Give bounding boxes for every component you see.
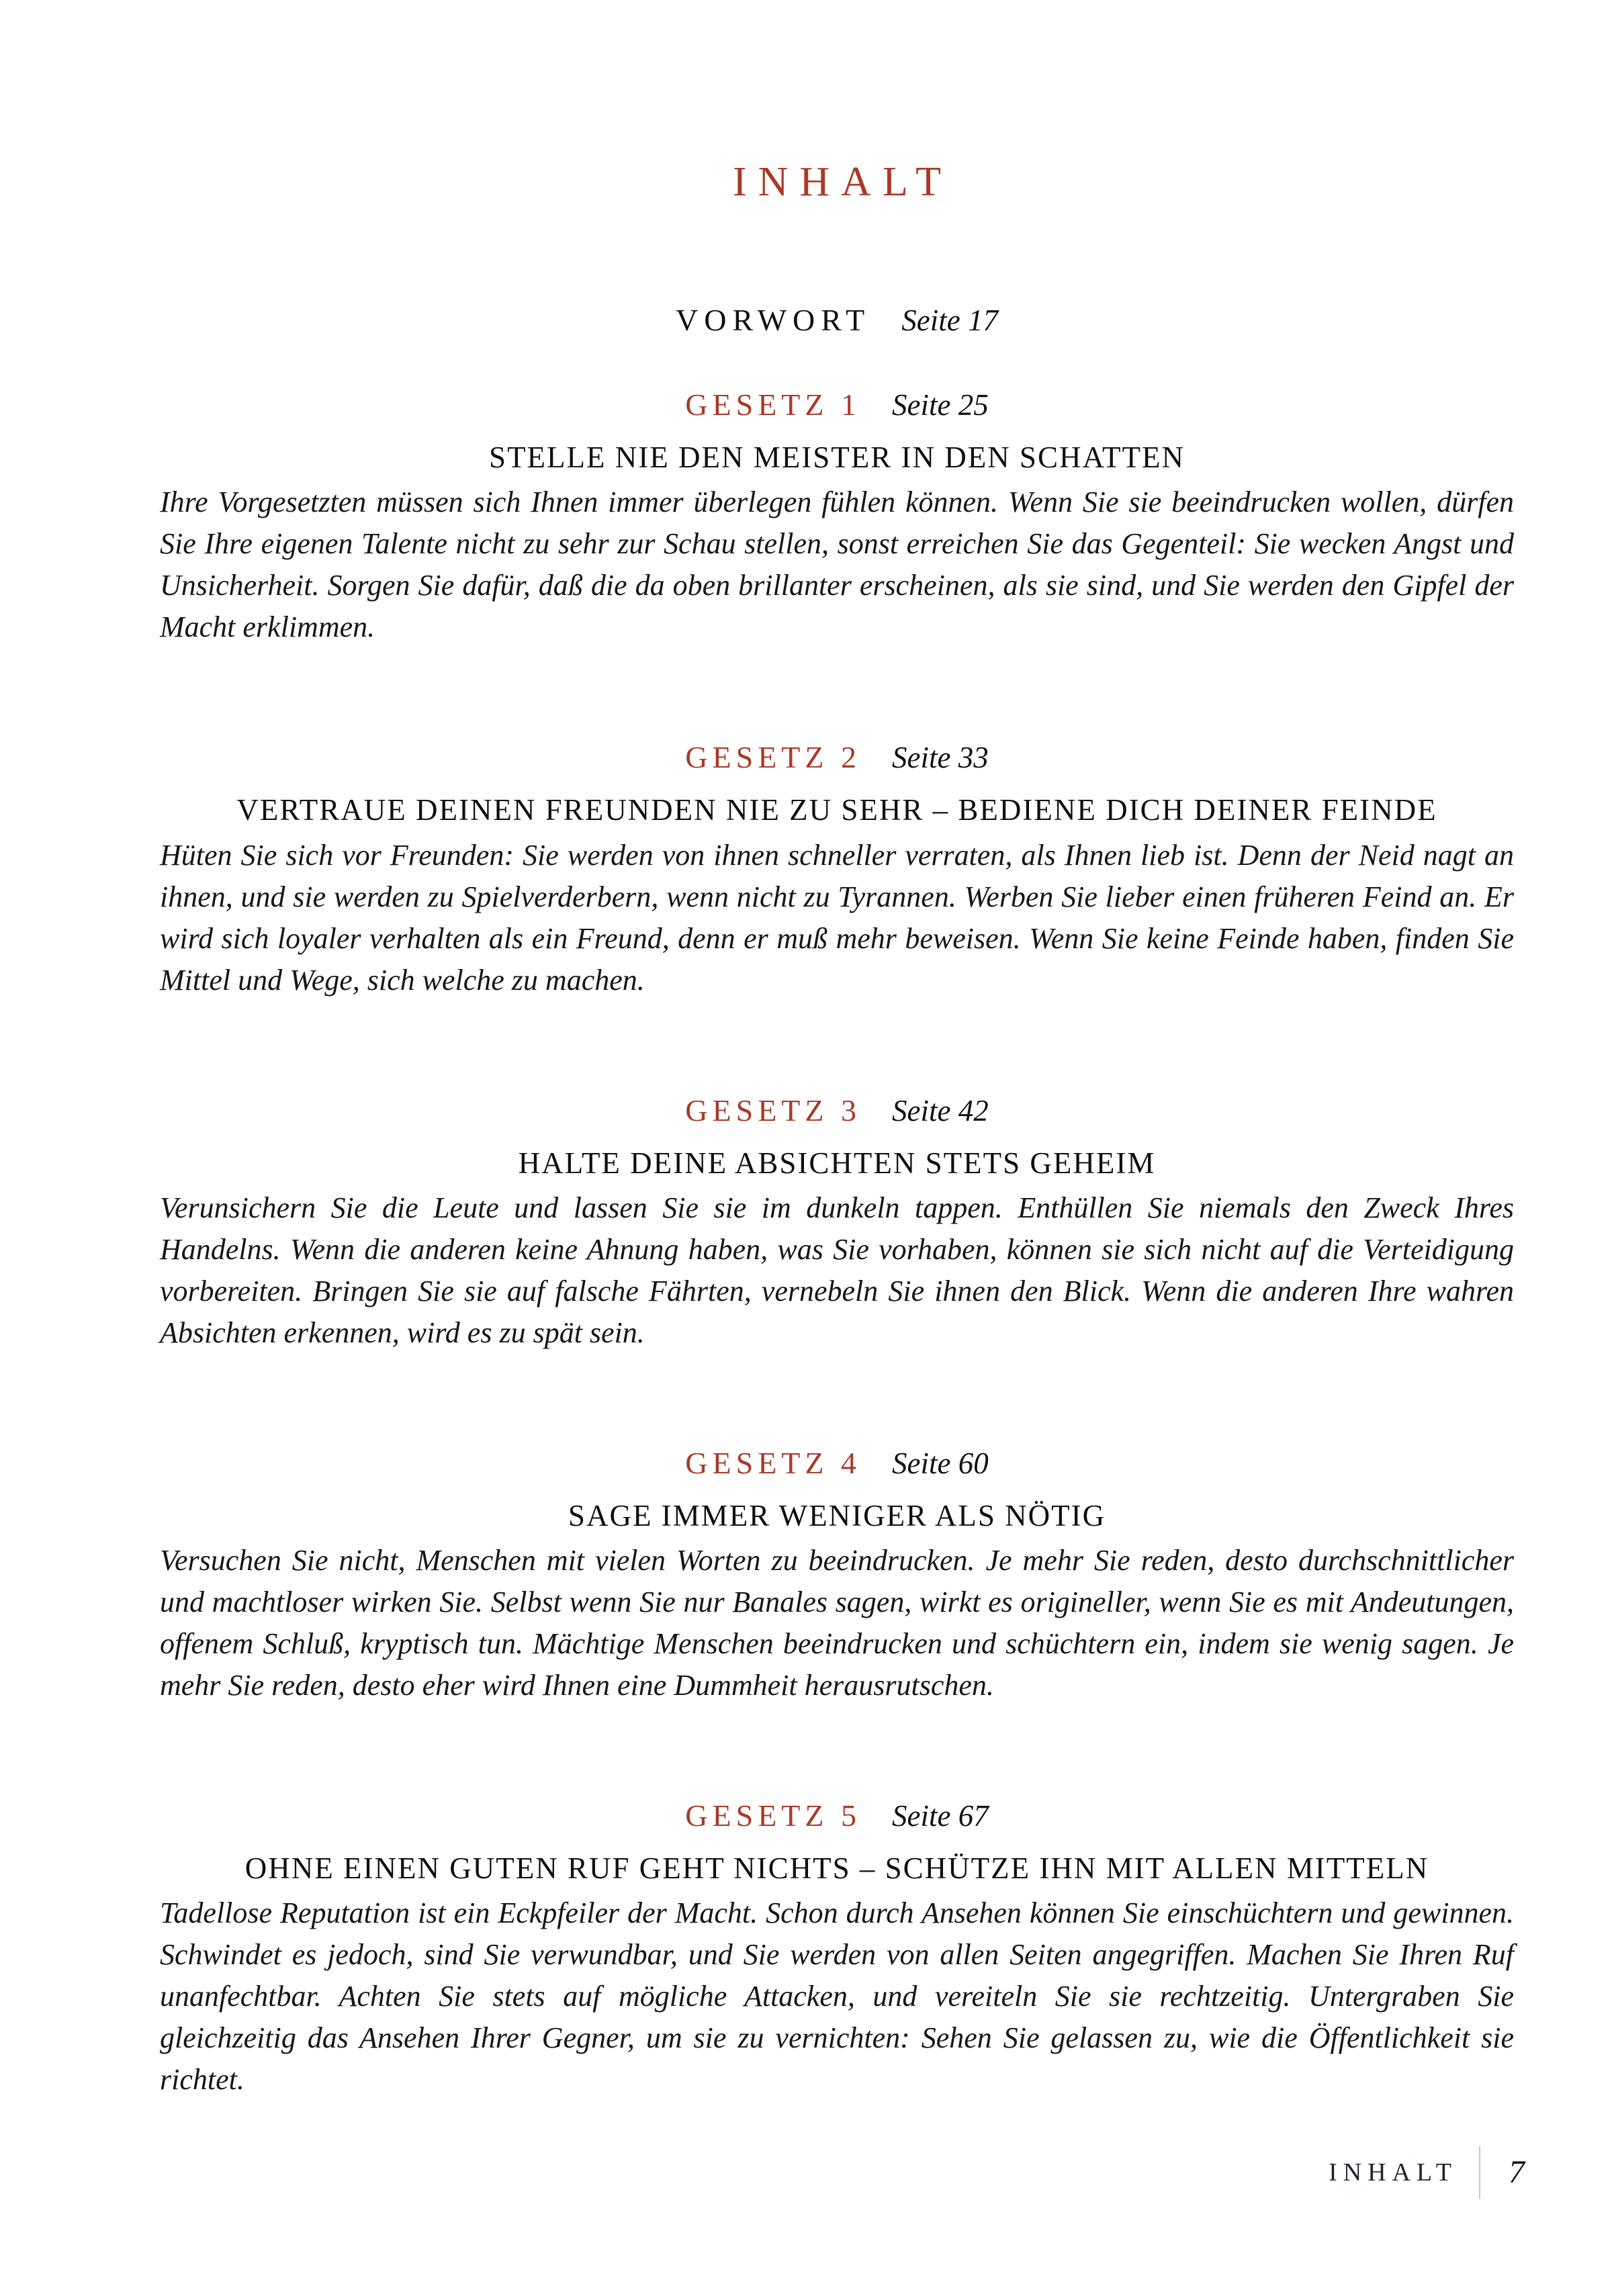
preface-page-ref: Seite 17 bbox=[901, 304, 998, 337]
footer-page-number: 7 bbox=[1509, 2154, 1525, 2190]
law-4-kicker-row bbox=[160, 1445, 1514, 1480]
law-3-page-ref: Seite 42 bbox=[892, 1093, 989, 1128]
law-3-number-label: GESETZ 3 bbox=[685, 1093, 861, 1128]
law-1-summary: Ihre Vorgesetzten müssen sich Ihnen immer überlegen fühlen können. Wenn Sie sie beeindrucken wollen, dürfen Sie Ihre eigenen Talente nicht zu sehr zur Schau stellen, sonst erreichen Sie das Gegenteil: Sie wecken Angst und Unsicherheit. Sorgen Sie dafür, daß die da oben brillanter erscheinen, als sie sind, und Sie werden den Gipfel der Macht erklimmen. bbox=[160, 486, 1514, 644]
law-1-number-label: GESETZ 1 bbox=[685, 387, 861, 422]
law-entry-1 bbox=[160, 389, 1514, 648]
law-1-title: STELLE NIE DEN MEISTER IN DEN SCHATTEN bbox=[489, 441, 1185, 474]
law-4-summary: Versuchen Sie nicht, Menschen mit vielen Worten zu beeindrucken. Je mehr Sie reden, desto durchschnittlicher und machtloser wirken Sie. Selbst wenn Sie nur Banales sagen, wirkt es origineller, wenn Sie es mit Andeutungen, offenem Schluß, kryptisch tun. Mächtige Menschen beeindrucken und schüchtern ein, indem sie wenig sagen. Je mehr Sie reden, desto eher wird Ihnen eine Dummheit herausrutschen. bbox=[160, 1544, 1514, 1702]
law-2-number-label: GESETZ 2 bbox=[685, 740, 861, 775]
law-entry-4 bbox=[160, 1445, 1514, 1706]
preface-entry bbox=[160, 305, 1514, 336]
page-footer bbox=[1329, 2146, 1525, 2199]
law-entry-5 bbox=[160, 1800, 1514, 2101]
law-5-summary: Tadellose Reputation ist ein Eckpfeiler der Macht. Schon durch Ansehen können Sie einschüchtern und gewinnen. Schwindet es jedoch, sind Sie verwundbar, und Sie werden von allen Seiten angegriffen. Machen Sie Ihren Ruf unanfechtbar. Achten Sie stets auf mögliche Attacken, und vereiteln Sie sie rechtzeitig. Untergraben Sie gleichzeitig das Ansehen Ihrer Gegner, um sie zu vernichten: Sehen Sie gelassen zu, wie die Öffentlichkeit sie richtet. bbox=[160, 1896, 1514, 2097]
law-2-title: VERTRAUE DEINEN FREUNDEN NIE ZU SEHR – BEDIENE DICH DEINER FEINDE bbox=[236, 793, 1437, 827]
law-entry-2 bbox=[160, 742, 1514, 1001]
law-1-page-ref: Seite 25 bbox=[892, 388, 989, 422]
law-5-title: OHNE EINEN GUTEN RUF GEHT NICHTS – SCHÜTZE IHN MIT ALLEN MITTELN bbox=[244, 1851, 1429, 1885]
law-4-title: SAGE IMMER WENIGER ALS NÖTIG bbox=[568, 1498, 1106, 1532]
law-4-page-ref: Seite 60 bbox=[892, 1446, 989, 1480]
preface-label: VORWORT bbox=[676, 303, 871, 337]
law-2-kicker-row bbox=[160, 742, 1514, 773]
law-3-title: HALTE DEINE ABSICHTEN STETS GEHEIM bbox=[518, 1146, 1156, 1180]
law-2-page-ref: Seite 33 bbox=[892, 741, 989, 775]
footer-divider bbox=[1479, 2146, 1480, 2199]
law-5-number-label: GESETZ 5 bbox=[685, 1798, 861, 1833]
law-entry-3 bbox=[160, 1095, 1514, 1354]
law-1-kicker-row bbox=[160, 389, 1514, 420]
law-2-summary: Hüten Sie sich vor Freunden: Sie werden von ihnen schneller verraten, als Ihnen lieb ist. Denn der Neid nagt an ihnen, und sie werden zu Spielverderbern, wenn nicht zu Tyrannen. Werben Sie lieber einen früheren Feind an. Er wird sich loyaler verhalten als ein Freund, denn er muß mehr beweisen. Wenn Sie keine Feinde haben, finden Sie Mittel und Wege, sich welche zu machen. bbox=[160, 838, 1514, 997]
law-3-summary: Verunsichern Sie die Leute und lassen Sie sie im dunkeln tappen. Enthüllen Sie niemals den Zweck Ihres Handelns. Wenn die anderen keine Ahnung haben, was Sie vorhaben, können sie sich nicht auf die Verteidigung vorbereiten. Bringen Sie sie auf falsche Fährten, vernebeln Sie ihnen den Blick. Wenn die anderen Ihre wahren Absichten erkennen, wird es zu spät sein. bbox=[160, 1191, 1514, 1349]
law-5-page-ref: Seite 67 bbox=[892, 1799, 989, 1833]
footer-section-label: INHALT bbox=[1329, 2158, 1458, 2187]
law-4-number-label: GESETZ 4 bbox=[685, 1445, 861, 1480]
law-3-kicker-row bbox=[160, 1095, 1514, 1126]
law-5-kicker-row bbox=[160, 1800, 1514, 1831]
page-title: INHALT bbox=[732, 159, 953, 205]
